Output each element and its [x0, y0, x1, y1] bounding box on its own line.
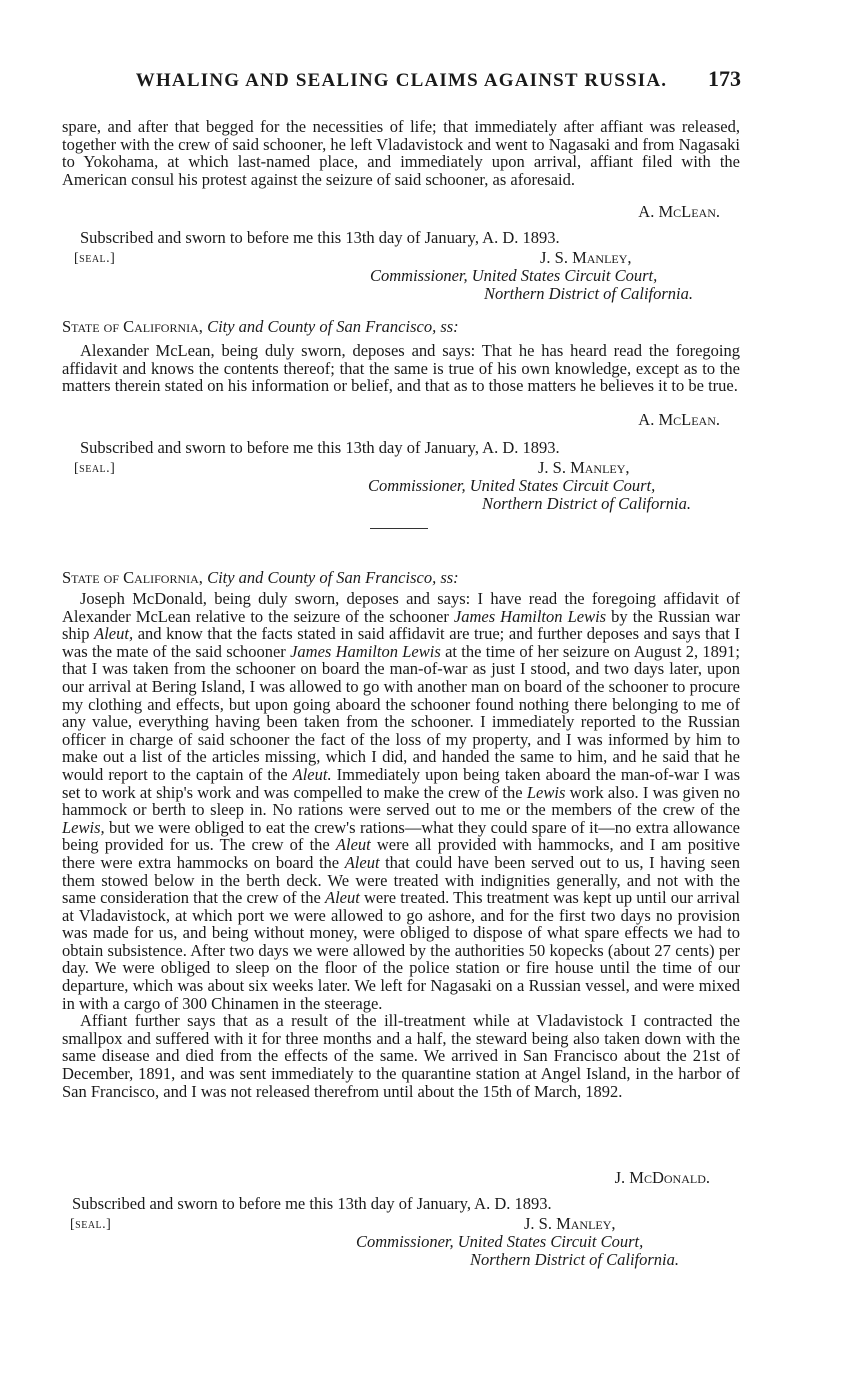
verification	[62, 342, 740, 395]
section-divider	[370, 528, 428, 529]
seal-mark: [seal.]	[74, 251, 116, 266]
running-title: WHALING AND SEALING CLAIMS AGAINST RUSSIA.	[135, 70, 668, 91]
officer-name: J. S. Manley,	[538, 458, 630, 477]
officer-district: Northern District of California.	[482, 494, 692, 513]
jurat: Subscribed and sworn to before me this 13th day of January, A. D. 1893.	[80, 228, 560, 247]
affidavit-continuation	[62, 118, 740, 188]
signature-mclean: A. McLean.	[638, 202, 720, 221]
paragraph: Affiant further says that as a result of the ill-treatment while at Vladavistock I contracted the smallpox and suffered with it for three months and a half, the steward being also taken down with the same disease and died from the effects of the same. We arrived in San Francisco about the 21st of December, 1891, and was sent immediately to the quarantine station at Angel Island, in the harbor of San Francisco, and I was not released therefrom until about the 15th of March, 1892.	[62, 1011, 740, 1101]
signature-mclean: A. McLean.	[638, 410, 720, 429]
paragraph: Alexander McLean, being duly sworn, deposes and says: That he has heard read the foregoing affidavit and knows the contents thereof; that the same is true of his own knowledge, except as to the matters therein stated on his information or belief, and that as to those matters he believes it to be true.	[62, 341, 740, 396]
officer-district: Northern District of California.	[484, 284, 694, 303]
paragraph: spare, and after that begged for the necessities of life; that immediately after affiant was released, together with the crew of said schooner, he left Vladavistock and went to Nagasaki and from Nagasaki to Yokohama, at which last-named place, and immediately upon arrival, affiant filed with the American consul his protest against the seizure of said schooner, as aforesaid.	[62, 117, 740, 189]
venue: State of California, City and County of San Francisco, ss:	[62, 317, 459, 336]
jurat: Subscribed and sworn to before me this 13th day of January, A. D. 1893.	[80, 438, 560, 457]
officer-title: Commissioner, United States Circuit Court,	[368, 476, 656, 495]
paragraph: Joseph McDonald, being duly sworn, deposes and says: I have read the foregoing affidavit of Alexander McLean relative to the seizure of the schooner James Hamilton Lewis by the Russian war ship Aleut, and know that the facts stated in said affidavit are true; and further deposes and says that I was the mate of the said schooner James Hamilton Lewis at the time of her seizure on August 2, 1891; that I was taken from the schooner on board the man-of-war as just I stood, and two days later, upon our arrival at Bering Island, I was allowed to go with another man on board of the schooner to procure my clothing and effects, but upon going aboard the schooner found nothing there belonging to me of any value, everything having been taken from the schooner. I immediately reported to the Russian officer in charge of said schooner the fact of the loss of my property, and I was informed by him to make out a list of the articles missing, which I did, and handed the same to him, and he said that he would report to the captain of the Aleut. Immediately upon being taken aboard the man-of-war I was set to work at ship's work and was compelled to make the crew of the Lewis work also. I was given no hammock or berth to sleep in. No rations were served out to me or the members of the crew of the Lewis, but we were obliged to eat the crew's rations—what they could spare of it—no extra allowance being provided for us. The crew of the Aleut were all provided with hammocks, and I am positive there were extra hammocks on board the Aleut that could have been served out to us, I having seen them stowed below in the berth deck. We were treated with indignities generally, and not with the same consideration that the crew of the Aleut were treated. This treatment was kept up until our arrival at Vladavistock, at which port we were allowed to go ashore, and for the first two days no provision was made for us, and being without money, were obliged to dispose of what spare effects we had to obtain subsistence. After two days we were allowed by the authorities 50 kopecks (about 27 cents) per day. We were obliged to sleep on the floor of the police station or fire house until the time of our departure, which was about six weeks later. We left for Nagasaki on a Russian vessel, and were mixed in with a cargo of 300 Chinamen in the steerage.	[62, 589, 740, 1013]
officer-district: Northern District of California.	[470, 1250, 680, 1269]
venue: State of California, City and County of San Francisco, ss:	[62, 568, 459, 587]
officer-title: Commissioner, United States Circuit Court,	[356, 1232, 644, 1251]
page-number: 173	[708, 66, 741, 91]
signature-mcdonald: J. McDonald.	[614, 1168, 710, 1187]
officer-name: J. S. Manley,	[540, 248, 632, 267]
officer-name: J. S. Manley,	[524, 1214, 616, 1233]
affidavit-mcdonald	[62, 590, 740, 1100]
jurat: Subscribed and sworn to before me this 13th day of January, A. D. 1893.	[72, 1194, 552, 1213]
officer-title: Commissioner, United States Circuit Court,	[370, 266, 658, 285]
seal-mark: [seal.]	[74, 461, 116, 476]
seal-mark: [seal.]	[70, 1217, 112, 1232]
